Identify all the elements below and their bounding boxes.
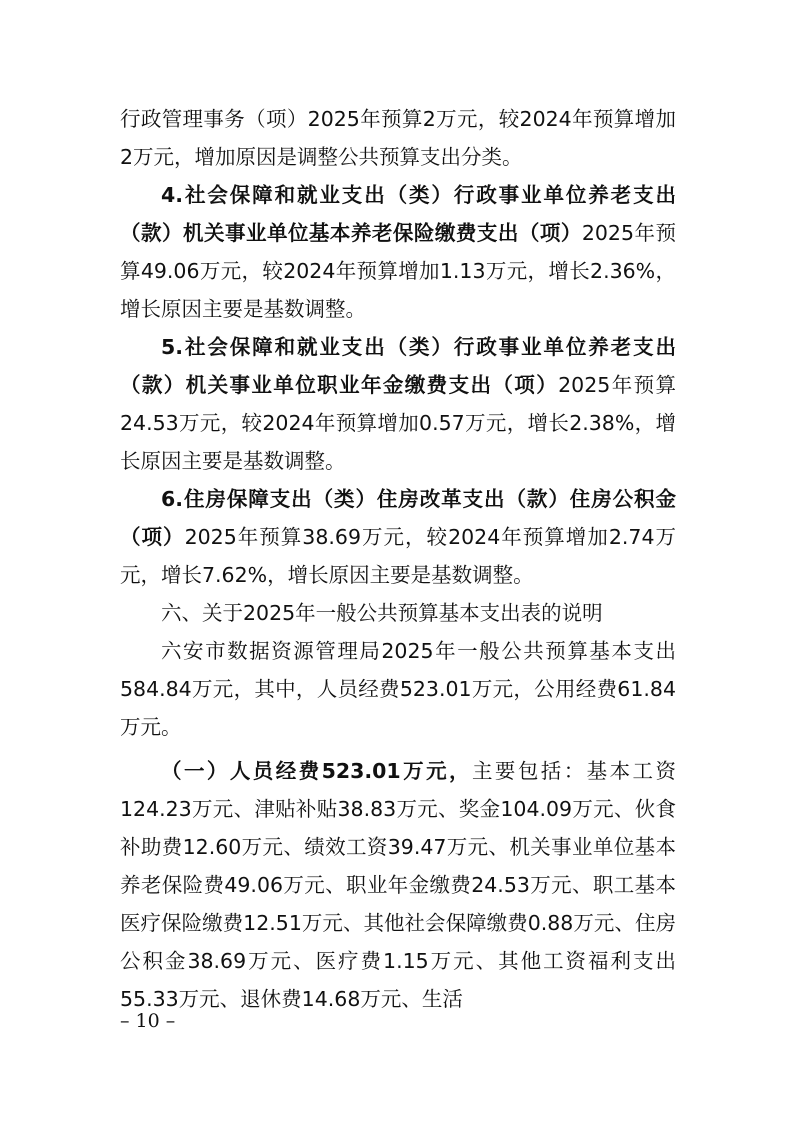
body-text xyxy=(120,100,676,1018)
item-6-body: 2025年预算38.69万元，较2024年预算增加2.74万元，增长7.62%，增长原因主要是基数调整。 xyxy=(120,525,676,587)
paragraph-item-6 xyxy=(120,480,676,594)
item-5-heading: 5.社会保障和就业支出（类）行政事业单位养老支出（款）机关事业单位职业年金缴费支出（项） xyxy=(120,335,676,397)
paragraph-item-4 xyxy=(120,176,676,328)
item-6-heading: 6.住房保障支出（类）住房改革支出（款）住房公积金（项） xyxy=(120,487,676,549)
paragraph-item-5 xyxy=(120,328,676,480)
section-6-body: 六安市数据资源管理局2025年一般公共预算基本支出584.84万元，其中，人员经费523.01万元，公用经费61.84万元。 xyxy=(120,639,676,739)
item-4-heading: 4.社会保障和就业支出（类）行政事业单位养老支出（款）机关事业单位基本养老保险缴费支出（项） xyxy=(120,183,676,245)
page-number: – 10 – xyxy=(120,1010,176,1032)
paragraph-admin-affairs: 行政管理事务（项）2025年预算2万元，较2024年预算增加2万元，增加原因是调整公共预算支出分类。 xyxy=(120,107,676,169)
item-5-body: 2025年预算24.53万元，较2024年预算增加0.57万元，增长2.38%，增长原因主要是基数调整。 xyxy=(120,373,677,473)
paragraph-personnel-expenses xyxy=(120,752,676,1018)
personnel-heading: （一）人员经费523.01万元， xyxy=(161,759,472,783)
section-6-heading: 六、关于2025年一般公共预算基本支出表的说明 xyxy=(161,601,603,625)
personnel-body: 主要包括：基本工资124.23万元、津贴补贴38.83万元、奖金104.09万元、伙食补助费12.60万元、绩效工资39.47万元、机关事业单位基本养老保险费49.06万元、职业年金缴费24.53万元、职工基本医疗保险缴费12.51万元、其他社会保障缴费0.88万元、住房公积金38.69万元、医疗费1.15万元、其他工资福利支出55.33万元、退休费14.68万元、生活 xyxy=(120,759,677,1011)
item-4-body: 2025年预算49.06万元，较2024年预算增加1.13万元，增长2.36%，增长原因主要是基数调整。 xyxy=(120,221,677,321)
